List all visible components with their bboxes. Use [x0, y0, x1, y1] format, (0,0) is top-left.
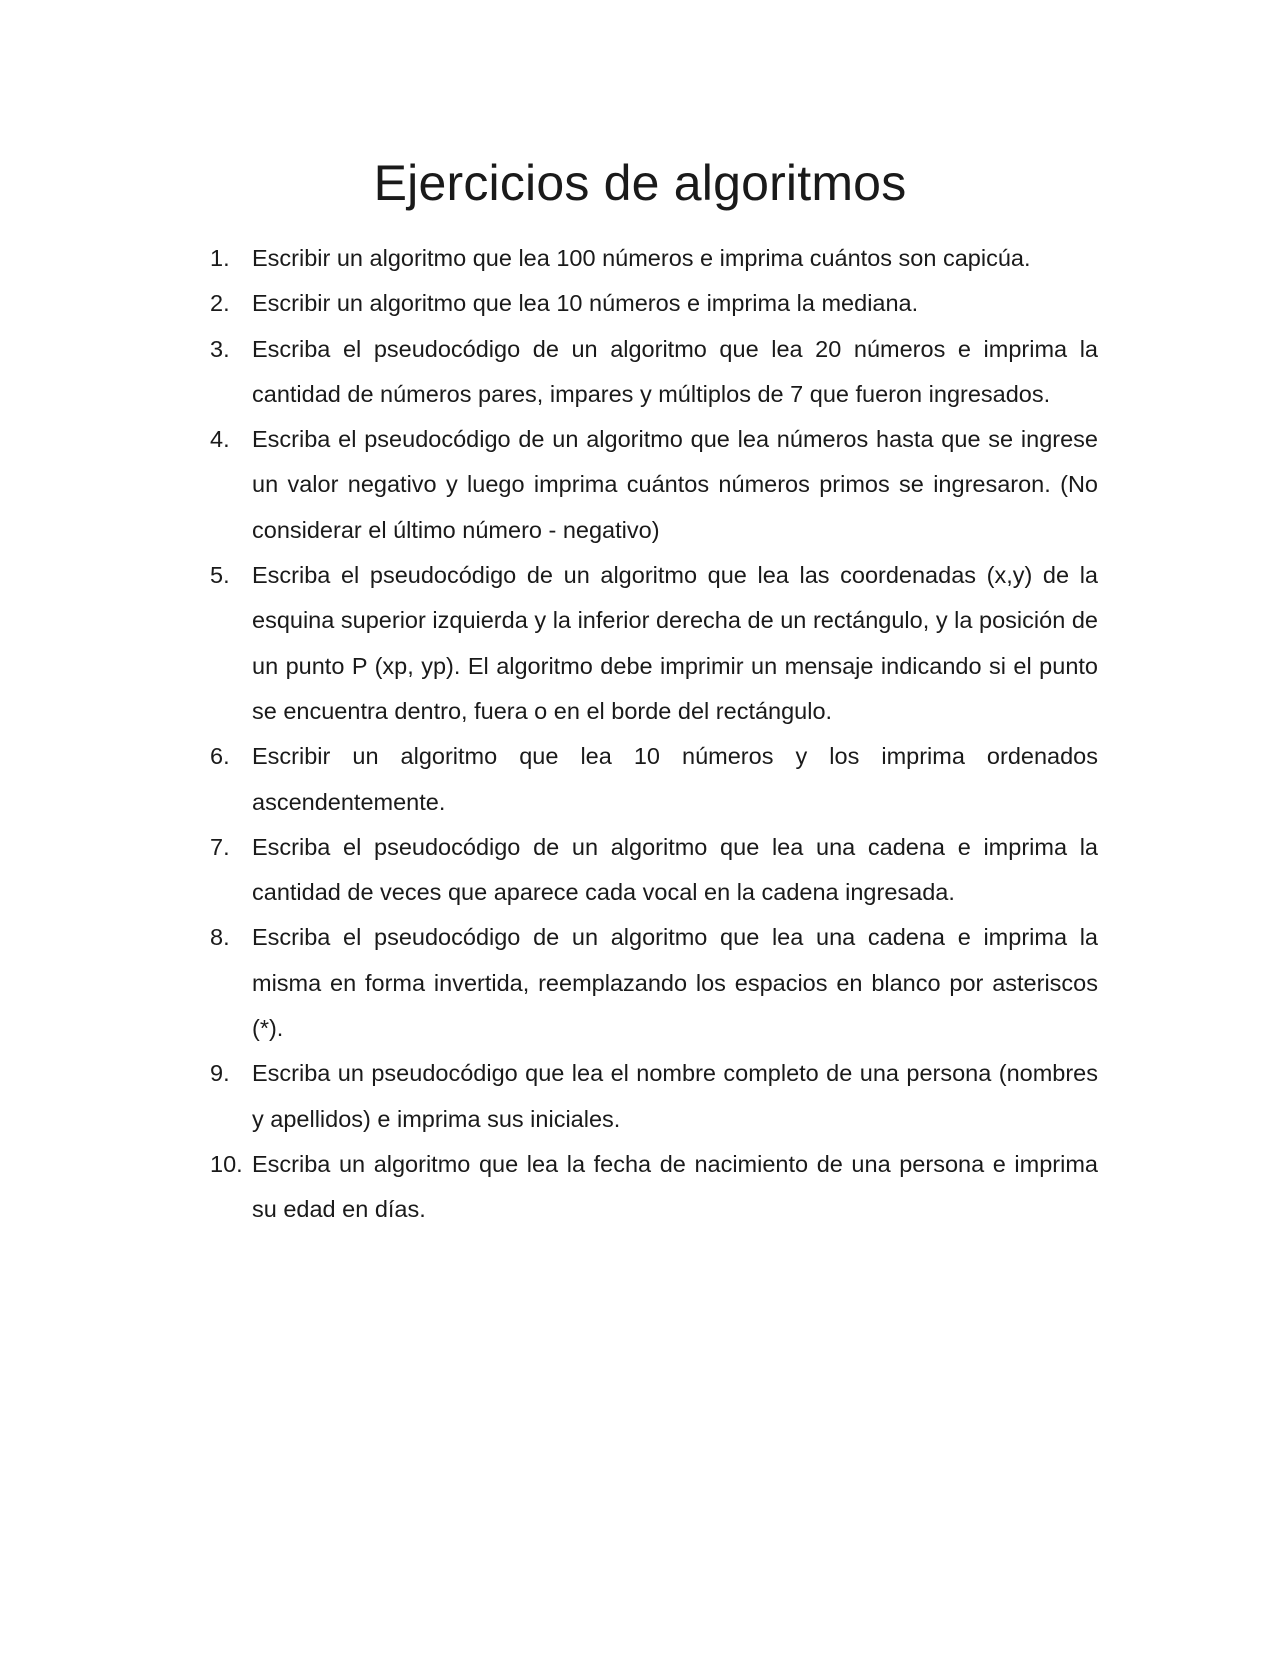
exercise-text: Escriba un algoritmo que lea la fecha de nacimiento de una persona e imprima su edad en días.	[252, 1150, 1098, 1223]
exercise-item-6	[210, 734, 1098, 825]
exercise-text: Escriba el pseudocódigo de un algoritmo que lea números hasta que se ingrese un valor negativo y luego imprima cuántos números primos se ingresaron. (No considerar el último número - negativo)	[252, 426, 1098, 543]
exercise-item-9	[210, 1051, 1098, 1142]
exercise-number: 5.	[210, 562, 230, 589]
exercise-list	[210, 236, 1098, 1233]
exercise-number: 4.	[210, 426, 230, 453]
exercise-item-4	[210, 417, 1098, 553]
exercise-number: 10.	[210, 1150, 243, 1177]
exercise-item-1	[210, 236, 1098, 281]
exercise-text: Escriba un pseudocódigo que lea el nombre completo de una persona (nombres y apellidos) e imprima sus iniciales.	[252, 1060, 1098, 1132]
exercise-text: Escriba el pseudocódigo de un algoritmo que lea una cadena e imprima la misma en forma invertida, reemplazando los espacios en blanco por asteriscos (*).	[252, 924, 1098, 1042]
exercise-number: 2.	[210, 290, 230, 317]
exercise-text: Escriba el pseudocódigo de un algoritmo que lea una cadena e imprima la cantidad de veces que aparece cada vocal en la cadena ingresada.	[252, 833, 1098, 906]
exercise-text: Escriba el pseudocódigo de un algoritmo que lea 20 números e imprima la cantidad de números pares, impares y múltiplos de 7 que fueron ingresados.	[252, 335, 1098, 407]
exercise-text: Escriba el pseudocódigo de un algoritmo que lea las coordenadas (x,y) de la esquina superior izquierda y la inferior derecha de un rectángulo, y la posición de un punto P (xp, yp). El algoritmo debe imprimir un mensaje indicando si el punto se encuentra dentro, fuera o en el borde del rectángulo.	[252, 562, 1098, 724]
exercise-number: 1.	[210, 245, 230, 271]
exercise-item-3	[210, 327, 1098, 418]
exercise-item-7	[210, 825, 1098, 916]
document-title: Ejercicios de algoritmos	[373, 155, 907, 211]
exercise-item-5	[210, 553, 1098, 734]
exercise-text: Escribir un algoritmo que lea 100 números e imprima cuántos son capicúa.	[252, 245, 1031, 271]
exercise-text: Escribir un algoritmo que lea 10 números y los imprima ordenados ascendentemente.	[252, 743, 1098, 815]
exercise-item-10	[210, 1142, 1098, 1233]
exercise-number: 9.	[210, 1060, 230, 1087]
exercise-item-2	[210, 281, 1098, 326]
exercise-item-8	[210, 915, 1098, 1051]
exercise-number: 6.	[210, 743, 230, 770]
exercise-number: 3.	[210, 335, 230, 362]
exercise-number: 7.	[210, 833, 230, 860]
exercise-number: 8.	[210, 924, 230, 951]
exercise-text: Escribir un algoritmo que lea 10 números e imprima la mediana.	[252, 290, 919, 317]
